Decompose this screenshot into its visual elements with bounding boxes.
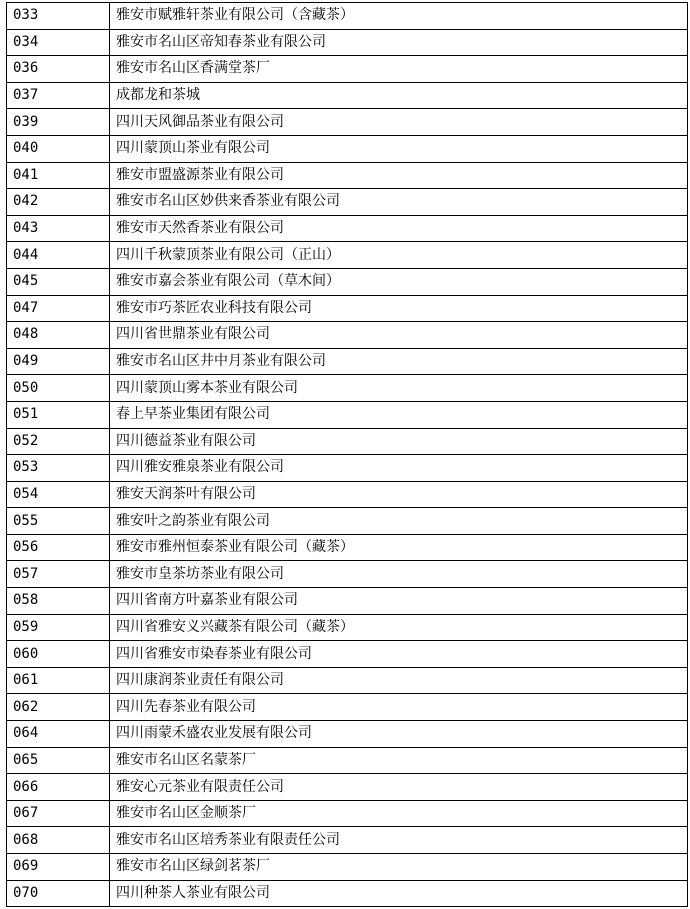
table-row (7, 189, 688, 216)
table-row (7, 721, 688, 748)
company-name-cell: 雅安市赋雅轩茶业有限公司（含藏茶） (110, 3, 688, 30)
row-number-cell: 066 (7, 774, 110, 801)
company-name-cell: 雅安市名山区名蒙茶厂 (110, 747, 688, 774)
company-name-cell: 雅安市嘉会茶业有限公司（草木间） (110, 268, 688, 295)
table-row (7, 3, 688, 30)
row-number-cell: 054 (7, 481, 110, 508)
row-number-cell: 034 (7, 29, 110, 56)
row-number-cell: 042 (7, 189, 110, 216)
company-name-cell: 四川省雅安义兴藏茶有限公司（藏茶） (110, 614, 688, 641)
table-row (7, 614, 688, 641)
company-name-cell: 雅安市名山区帝知春茶业有限公司 (110, 29, 688, 56)
row-number-cell: 044 (7, 242, 110, 269)
table-row (7, 508, 688, 535)
table-row (7, 242, 688, 269)
row-number-cell: 067 (7, 800, 110, 827)
company-name-cell: 雅安市巧茶匠农业科技有限公司 (110, 295, 688, 322)
table-row (7, 135, 688, 162)
row-number-cell: 049 (7, 348, 110, 375)
row-number-cell: 051 (7, 401, 110, 428)
table-row (7, 109, 688, 136)
row-number-cell: 045 (7, 268, 110, 295)
company-name-cell: 雅安市天然香茶业有限公司 (110, 215, 688, 242)
table-row (7, 827, 688, 854)
company-name-cell: 雅安市名山区培秀茶业有限责任公司 (110, 827, 688, 854)
table-row (7, 295, 688, 322)
table-row (7, 375, 688, 402)
table-row (7, 82, 688, 109)
row-number-cell: 059 (7, 614, 110, 641)
company-name-cell: 四川德益茶业有限公司 (110, 428, 688, 455)
table-row (7, 56, 688, 83)
row-number-cell: 041 (7, 162, 110, 189)
company-name-cell: 四川种茶人茶业有限公司 (110, 880, 688, 907)
company-name-cell: 四川雅安雅泉茶业有限公司 (110, 455, 688, 482)
table-row (7, 561, 688, 588)
table-row (7, 641, 688, 668)
table-row (7, 455, 688, 482)
table-row (7, 747, 688, 774)
table-row (7, 428, 688, 455)
company-name-cell: 四川千秋蒙顶茶业有限公司（正山） (110, 242, 688, 269)
table-row (7, 401, 688, 428)
row-number-cell: 050 (7, 375, 110, 402)
row-number-cell: 062 (7, 694, 110, 721)
row-number-cell: 047 (7, 295, 110, 322)
table-row (7, 774, 688, 801)
company-name-cell: 雅安市皇茶坊茶业有限公司 (110, 561, 688, 588)
table-row (7, 215, 688, 242)
company-name-cell: 四川康润茶业责任有限公司 (110, 667, 688, 694)
row-number-cell: 060 (7, 641, 110, 668)
company-name-cell: 雅安市盟盛源茶业有限公司 (110, 162, 688, 189)
company-name-cell: 四川雨蒙禾盛农业发展有限公司 (110, 721, 688, 748)
row-number-cell: 037 (7, 82, 110, 109)
row-number-cell: 053 (7, 455, 110, 482)
table-row (7, 880, 688, 907)
table-row (7, 481, 688, 508)
row-number-cell: 070 (7, 880, 110, 907)
company-name-cell: 雅安市雅州恒泰茶业有限公司（藏茶） (110, 534, 688, 561)
row-number-cell: 065 (7, 747, 110, 774)
company-name-cell: 四川省世鼎茶业有限公司 (110, 322, 688, 349)
table-row (7, 694, 688, 721)
table-row (7, 534, 688, 561)
row-number-cell: 033 (7, 3, 110, 30)
company-name-cell: 雅安市名山区香满堂茶厂 (110, 56, 688, 83)
company-name-cell: 四川省雅安市染春茶业有限公司 (110, 641, 688, 668)
table-body (7, 3, 688, 907)
company-name-cell: 四川蒙顶山茶业有限公司 (110, 135, 688, 162)
company-name-cell: 雅安市名山区井中月茶业有限公司 (110, 348, 688, 375)
row-number-cell: 061 (7, 667, 110, 694)
table-row (7, 667, 688, 694)
company-name-cell: 雅安心元茶业有限责任公司 (110, 774, 688, 801)
row-number-cell: 064 (7, 721, 110, 748)
table-row (7, 322, 688, 349)
row-number-cell: 057 (7, 561, 110, 588)
row-number-cell: 052 (7, 428, 110, 455)
company-name-cell: 春上早茶业集团有限公司 (110, 401, 688, 428)
row-number-cell: 039 (7, 109, 110, 136)
company-name-cell: 四川省南方叶嘉茶业有限公司 (110, 588, 688, 615)
company-name-cell: 四川先春茶业有限公司 (110, 694, 688, 721)
row-number-cell: 040 (7, 135, 110, 162)
company-table (6, 2, 688, 907)
table-row (7, 29, 688, 56)
company-name-cell: 雅安市名山区金顺茶厂 (110, 800, 688, 827)
table-row (7, 268, 688, 295)
company-name-cell: 四川蒙顶山雾本茶业有限公司 (110, 375, 688, 402)
row-number-cell: 043 (7, 215, 110, 242)
company-name-cell: 四川天风御品茶业有限公司 (110, 109, 688, 136)
row-number-cell: 036 (7, 56, 110, 83)
table-row (7, 162, 688, 189)
row-number-cell: 056 (7, 534, 110, 561)
company-name-cell: 雅安叶之韵茶业有限公司 (110, 508, 688, 535)
company-name-cell: 雅安市名山区妙供来香茶业有限公司 (110, 189, 688, 216)
company-name-cell: 雅安市名山区绿剑茗茶厂 (110, 854, 688, 881)
row-number-cell: 069 (7, 854, 110, 881)
row-number-cell: 055 (7, 508, 110, 535)
row-number-cell: 058 (7, 588, 110, 615)
table-row (7, 348, 688, 375)
company-name-cell: 成都龙和茶城 (110, 82, 688, 109)
table-row (7, 800, 688, 827)
table-row (7, 854, 688, 881)
row-number-cell: 068 (7, 827, 110, 854)
table-row (7, 588, 688, 615)
company-name-cell: 雅安天润茶叶有限公司 (110, 481, 688, 508)
row-number-cell: 048 (7, 322, 110, 349)
